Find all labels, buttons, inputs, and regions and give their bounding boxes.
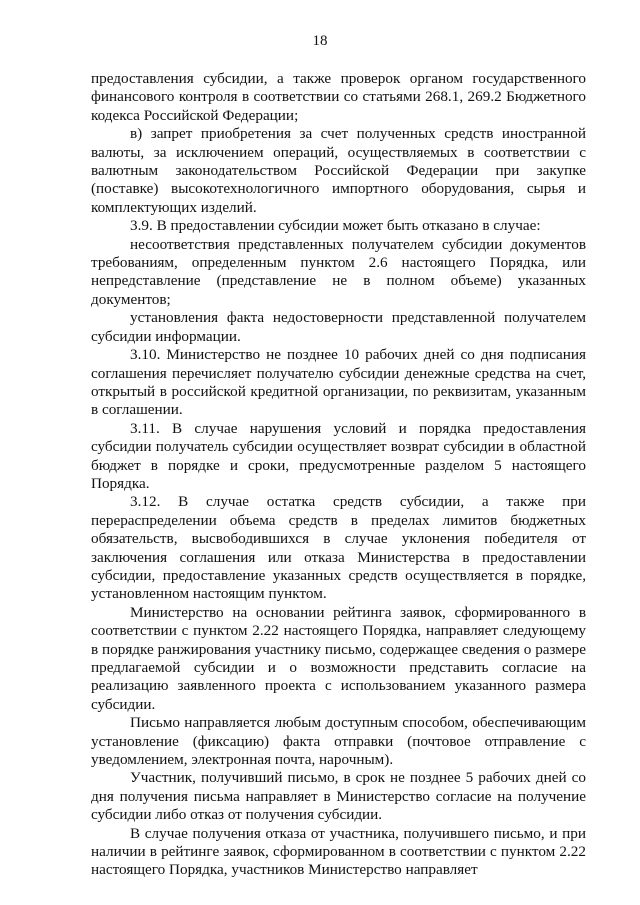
paragraph-3: 3.9. В предоставлении субсидии может быть отказано в случае:	[130, 217, 541, 235]
document-body	[91, 70, 586, 880]
paragraph-7: 3.11. В случае нарушения условий и порядка предоставления субсидии получатель субсидии осуществляет возврат субсидии в областной бюджет в порядке и сроки, предусмотренные разделом 5 настоящего Порядка.	[91, 419, 586, 492]
paragraph-12: В случае получения отказа от участника, получившего письмо, и при наличии в рейтинге заявок, сформированном в соответствии с пунктом 2.22 настоящего Порядка, участников Министерство направляет	[91, 824, 586, 879]
paragraph-2: в) запрет приобретения за счет полученных средств иностранной валюты, за исключением операций, осуществляемых в соответствии с валютным законодательством Российской Федерации при закупке (поставке) высокотехнологичного импортного оборудования, сырья и комплектующих изделий.	[91, 125, 586, 216]
page-number: 18	[312, 33, 328, 49]
paragraph-10: Письмо направляется любым доступным способом, обеспечивающим установление (фиксацию) факта отправки (почтовое отправление с уведомлением, электронная почта, нарочным).	[91, 714, 586, 769]
paragraph-11: Участник, получивший письмо, в срок не позднее 5 рабочих дней со дня получения письма направляет в Министерство согласие на получение субсидии либо отказ от получения субсидии.	[91, 769, 586, 824]
paragraph-8: 3.12. В случае остатка средств субсидии, а также при перераспределении объема средств в пределах лимитов бюджетных обязательств, высвободившихся в случае уклонения победителя от заключения соглашения или отказа Министерства в предоставлении субсидии, предоставление указанных средств осуществляется в порядке, установленном настоящим пунктом.	[91, 493, 586, 603]
paragraph-1: предоставления субсидии, а также проверок органом государственного финансового контроля в соответствии со статьями 268.1, 269.2 Бюджетного кодекса Российской Федерации;	[91, 70, 586, 124]
paragraph-4: несоответствия представленных получателем субсидии документов требованиям, определенным пунктом 2.6 настоящего Порядка, или непредставление (представление не в полном объеме) указанных документов;	[91, 235, 586, 308]
paragraph-6: 3.10. Министерство не позднее 10 рабочих дней со дня подписания соглашения перечисляет получателю субсидии денежные средства на счет, открытый в российской кредитной организации, по реквизитам, указанным в соглашении.	[91, 346, 586, 419]
paragraph-5: установления факта недостоверности представленной получателем субсидии информации.	[91, 309, 586, 345]
paragraph-9: Министерство на основании рейтинга заявок, сформированного в соответствии с пунктом 2.22 настоящего Порядка, направляет следующему в порядке ранжирования участнику письмо, содержащее сведения о размере предлагаемой субсидии и о возможности представить согласие на реализацию заявленного проекта с использованием указанного размера субсидии.	[91, 603, 586, 713]
